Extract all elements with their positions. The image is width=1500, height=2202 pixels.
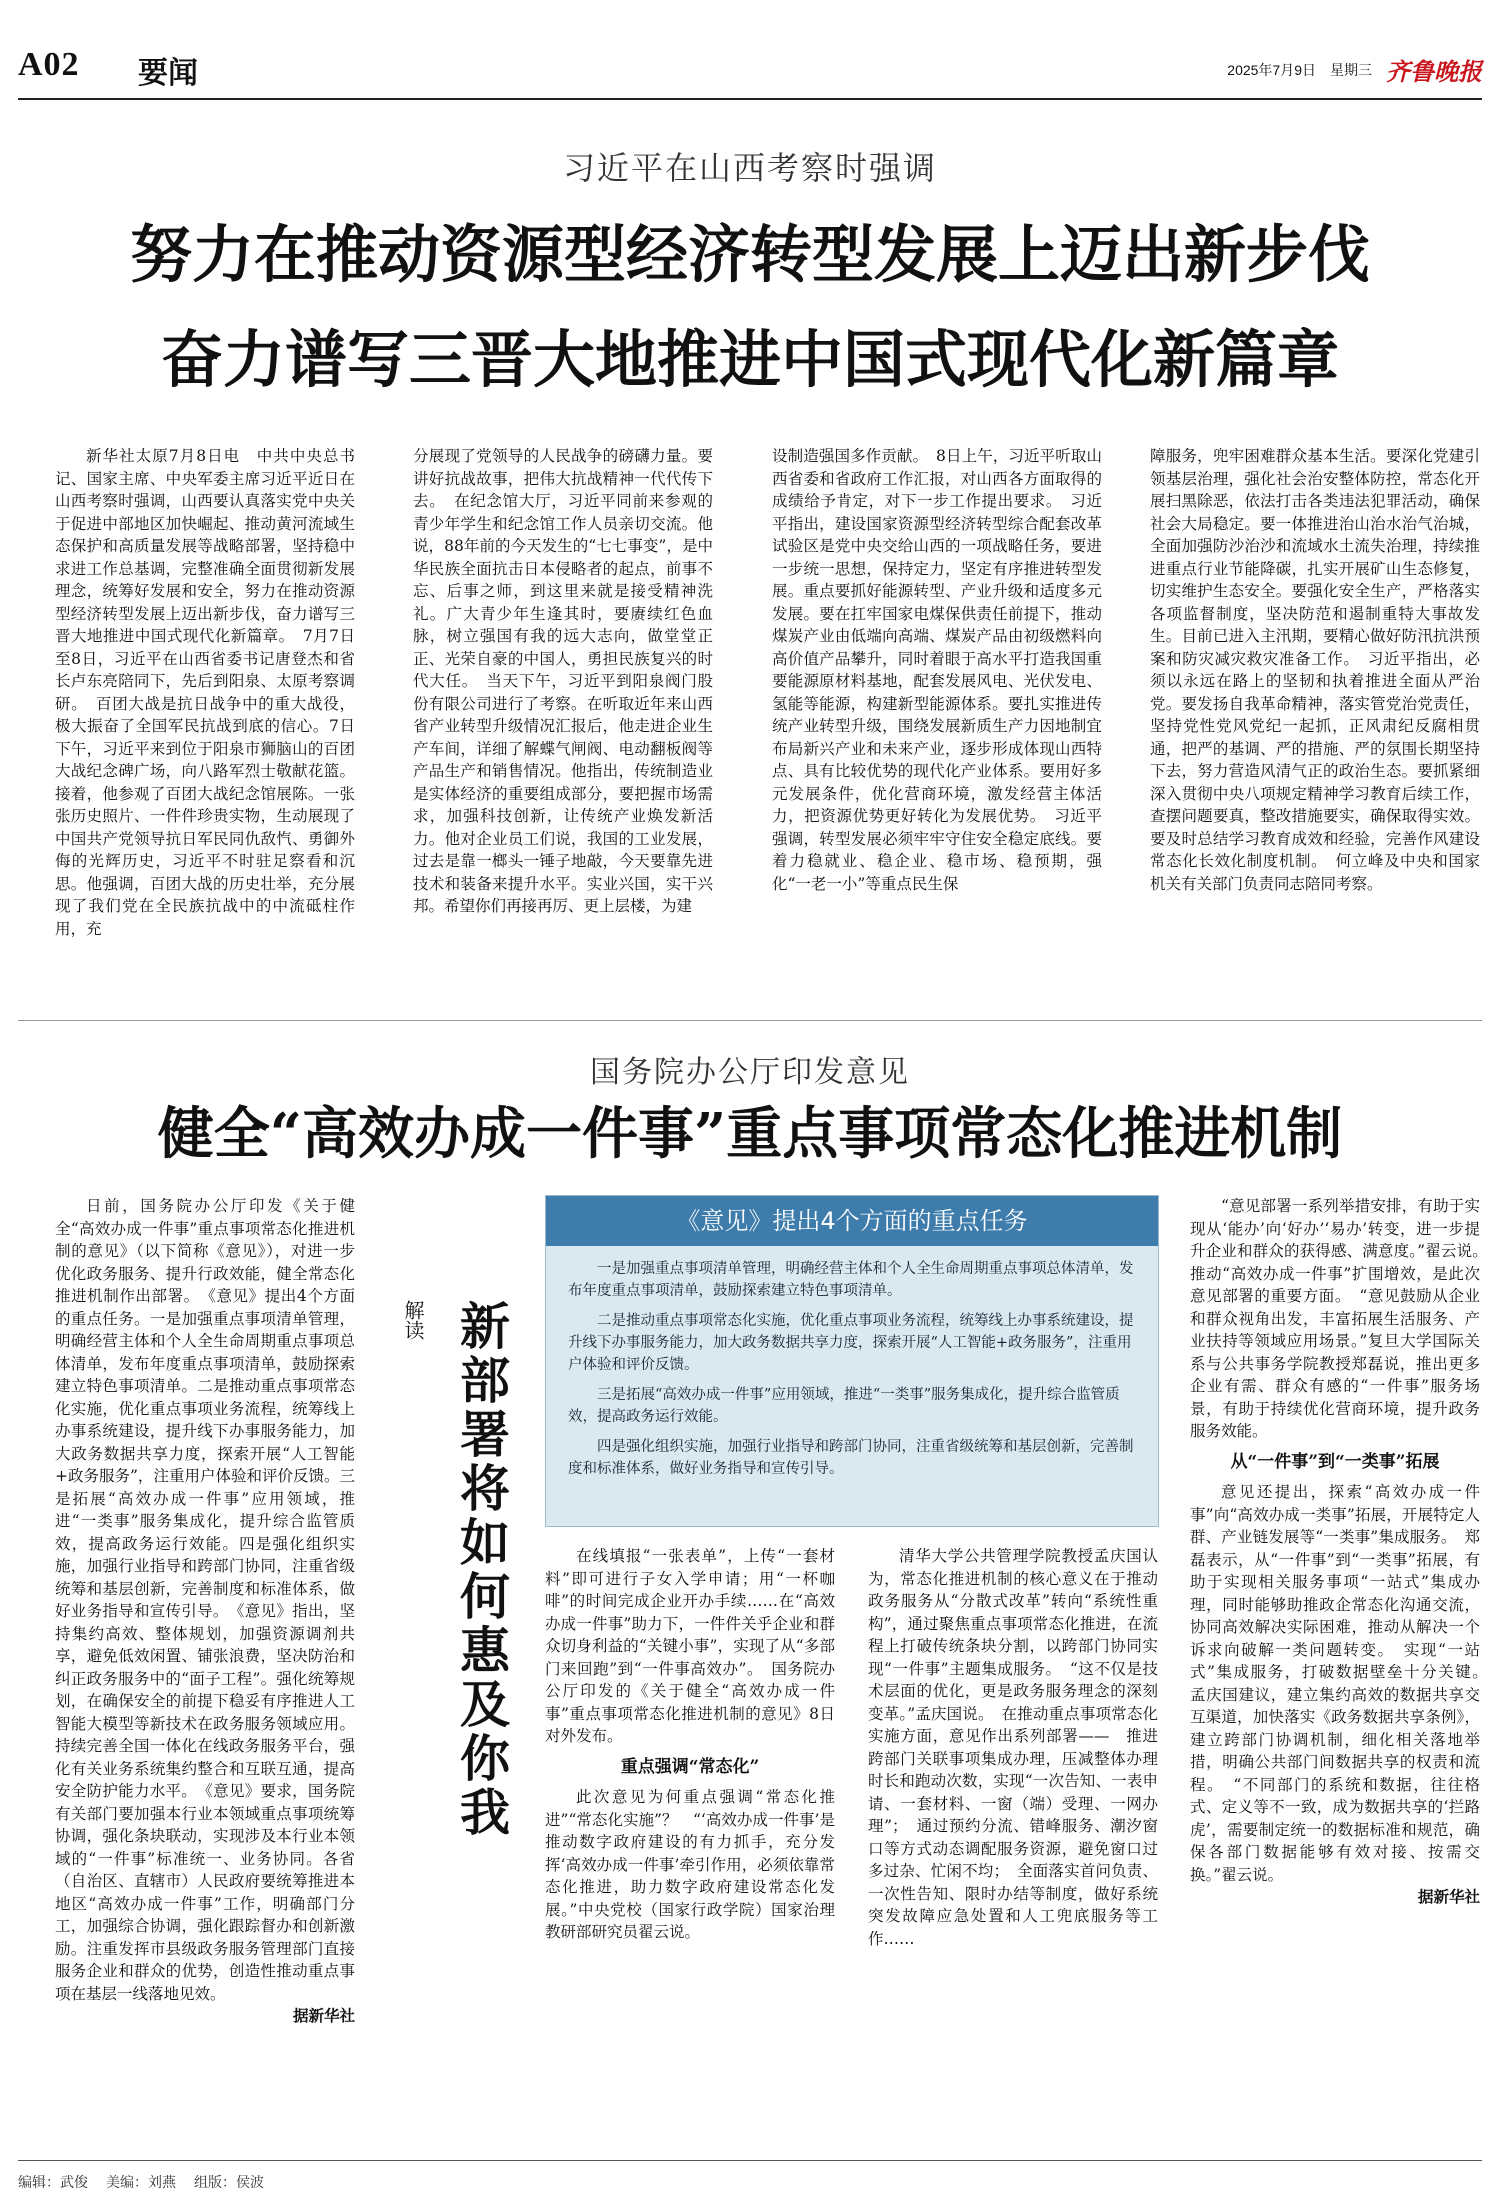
section-divider [18,1020,1482,1021]
story1-col2-text: 分展现了党领导的人民战争的磅礴力量。要讲好抗战故事，把伟大抗战精神一代代传下去。 在纪念馆大厅，习近平同前来参观的青少年学生和纪念馆工作人员亲切交流。他说，88年前的今天发生的“七七事变”，是中华民族全面抗击日本侵略者的起点，前事不忘、后事之师，到这里来就是接受精神洗礼。广大青少年生逢其时，要赓续红色血脉，树立强国有我的远大志向，做堂堂正正、光荣自豪的中国人，勇担民族复兴的时代大任。 当天下午，习近平到阳泉阀门股份有限公司进行了考察。在听取近年来山西省产业转型升级情况汇报后，他走进企业生产车间，详细了解蝶气闸阀、电动翻板阀等产品生产和销售情况。他指出，传统制造业是实体经济的重要组成部分，要把握市场需求，加强科技创新，让传统产业焕发新活力。他对企业员工们说，我国的工业发展，过去是靠一榔头一锤子地敲，今天要靠先进技术和装备来提升水平。实业兴国，实干兴邦。希望你们再接再厉、更上层楼，为建 [413,447,713,915]
story2-col2-text: 在线填报“一张表单”，上传“一套材料”即可进行子女入学申请；用“一杯咖啡”的时间完成企业开办手续……在“高效办成一件事”助力下，一件件关乎企业和群众切身利益的“关键小事”，实现了从“多部门来回跑”到“一件事高效办”。 国务院办公厅印发的《关于健全“高效办成一件事”重点事项常态化推进机制的意见》8日对外发布。 [545,1547,835,1745]
story2-column-4 [1190,1195,1496,2150]
page-number: A02 [18,46,80,83]
story1-column-1 [55,445,355,1000]
key-tasks-box [545,1195,1159,1527]
layout-credit: 组版：侯波 [194,2174,264,2190]
story2-col4-subhead: 从“一件事”到“一类事”拓展 [1230,1451,1440,1472]
key-task-2: 二是推动重点事项常态化实施，优化重点事项业务流程，统筹线上办事系统建设，提升线下办事服务能力，加大政务数据共享力度，探索开展“人工智能+政务服务”，注重用户体验和评价反馈。 [568,1313,1134,1373]
story2-headline: 健全“高效办成一件事”重点事项常态化推进机制 [157,1101,1343,1167]
page-header [18,44,1482,96]
story2-col2b-text: 此次意见为何重点强调“常态化推进”“常态化实施”？ “‘高效办成一件事’是推动数字政府建设的有力抓手，充分发挥‘高效办成一件事’牵引作用，必须依靠常态化推进，助力数字政府建设常态化发展。”中央党校（国家行政学院）国家治理教研部研究员翟云说。 [545,1788,835,1941]
footer-rule [18,2160,1482,2161]
story2-column-2 [545,1545,835,2150]
story2-col4b-text: 意见还提出，探索“高效办成一件事”向“高效办成一类事”拓展，开展特定人群、产业链发展等“一类事”集成服务。 郑磊表示，从“一件事”到“一类事”拓展，有助于实现相关服务事项“一站式”集成办理，同时能够助推政企常态化沟通交流，协同高效解决实际困难，推动从解决一个诉求向破解一类问题转变。 实现“一站式”集成服务，打破数据壁垒十分关键。 孟庆国建议，建立集约高效的数据共享交互渠道，加快落实《政务数据共享条例》，建立跨部门协调机制，细化相关落地举措，明确公共部门间数据共享的权责和流程。 “不同部门的系统和数据，往往格式、定义等不一致，成为数据共享的‘拦路虎’，需要制定统一的数据标准和规范，确保各部门数据能够有效对接、按需交换。”翟云说。 [1190,1483,1496,1884]
key-tasks-title: 《意见》提出4个方面的重点任务 [546,1196,1158,1246]
section-name: 要闻 [138,56,198,91]
story1-column-3 [772,445,1102,1000]
story1-column-2 [413,445,713,1000]
story1-col3-text: 设制造强国多作贡献。 8日上午，习近平听取山西省委和省政府工作汇报，对山西各方面取得的成绩给予肯定，对下一步工作提出要求。 习近平指出，建设国家资源型经济转型综合配套改革试验区是党中央交给山西的一项战略任务，要进一步统一思想，保持定力，坚定有序推进转型发展。重点要抓好能源转型、产业升级和适度多元发展。要在扛牢国家电煤保供责任前提下，推动煤炭产业由低端向高端、煤炭产品由初级燃料向高价值产品攀升，同时着眼于高水平打造我国重要能源原材料基地，配套发展风电、光伏发电、氢能等能源，构建新型能源体系。要扎实推进传统产业转型升级，围绕发展新质生产力因地制宜布局新兴产业和未来产业，逐步形成体现山西特点、具有比较优势的现代化产业体系。要用好多元发展条件，优化营商环境，激发经营主体活力，把资源优势更好转化为发展优势。 习近平强调，转型发展必须牢牢守住安全稳定底线。要着力稳就业、稳企业、稳市场、稳预期，强化“一老一小”等重点民生保 [772,447,1102,893]
editor-credit: 编辑：武俊 [18,2174,88,2190]
story2-column-3 [868,1545,1158,2150]
key-task-1: 一是加强重点事项清单管理，明确经营主体和个人全生命周期重点事项总体清单，发布年度重点事项清单，鼓励探索建立特色事项清单。 [568,1261,1134,1299]
page-footer [18,2172,264,2192]
story1-headline-line1: 努力在推动资源型经济转型发展上迈出新步伐 [129,218,1370,291]
story2-col1-byline: 据新华社 [292,2006,355,2025]
analysis-tag: 解读 [401,1300,425,1340]
header-meta [1227,52,1482,87]
story1-column-4 [1150,445,1480,1000]
story2-col3-text: 清华大学公共管理学院教授孟庆国认为，常态化推进机制的核心意义在于推动政务服务从“分散式改革”转向“系统性重构”，通过聚焦重点事项常态化推进，在流程上打破传统条块分割，以跨部门协同实现“一件事”主题集成服务。 “这不仅是技术层面的优化，更是政务服务理念的深刻变革。”孟庆国说。 在推动重点事项常态化实施方面，意见作出系列部署—— 推进跨部门关联事项集成办理，压减整体办理时长和跑动次数，实现“一次告知、一表申请、一套材料、一窗（端）受理、一网办理”； 通过预约分流、错峰服务、潮汐窗口等方式动态调配服务资源，避免窗口过多过杂、忙闲不均； 全面落实首问负责、一次性告知、限时办结等制度，做好系统突发故障应急处置和人工兜底服务等工作…… [868,1547,1158,1948]
story1-col4-text: 障服务，兜牢困难群众基本生活。要深化党建引领基层治理，强化社会治安整体防控，常态化开展扫黑除恶，依法打击各类违法犯罪活动，确保社会大局稳定。要一体推进治山治水治气治城，全面加强防沙治沙和流域水土流失治理，持续推进重点行业节能降碳，扎实开展矿山生态修复，切实维护生态安全。要强化安全生产，严格落实各项监督制度，坚决防范和遏制重特大事故发生。目前已进入主汛期，要精心做好防汛抗洪预案和防灾减灾救灾准备工作。 习近平指出，必须以永远在路上的坚韧和执着推进全面从严治党。要发扬自我革命精神，落实管党治党责任，坚持党性党风党纪一起抓，正风肃纪反腐相贯通，把严的基调、严的措施、严的氛围长期坚持下去，努力营造风清气正的政治生态。要抓紧细深入贯彻中央八项规定精神学习教育后续工作，查摆问题要真，整改措施要实，确保取得实效。要及时总结学习教育成效和经验，完善作风建设常态化长效化制度机制。 何立峰及中央和国家机关有关部门负责同志陪同考察。 [1150,447,1480,893]
story2-kicker: 国务院办公厅印发意见 [590,1055,910,1090]
story2-col4-byline: 据新华社 [1417,1887,1480,1906]
story2-column-1 [55,1195,355,2150]
issue-date: 2025年7月9日 [1227,61,1316,78]
story2-col2-subhead: 重点强调“常态化” [620,1756,760,1777]
story2-col4-text: “意见部署一系列举措安排，有助于实现从‘能办’向‘好办’‘易办’转变，进一步提升企业和群众的获得感、满意度。”翟云说。 推动“高效办成一件事”扩围增效，是此次意见部署的重要方面。 “意见鼓励从企业和群众视角出发，丰富拓展生活服务、产业扶持等领域应用场景。”复旦大学国际关系与公共事务学院教授郑磊说，推出更多企业有需、群众有感的“一件事”服务场景，有助于持续优化营商环境，提升政务服务效能。 [1190,1197,1496,1440]
key-task-3: 三是拓展“高效办成一件事”应用领域，推进“一类事”服务集成化，提升综合监管质效，提高政务运行效能。 [568,1387,1120,1425]
story1-headline-line2: 奋力谱写三晋大地推进中国式现代化新篇章 [160,323,1339,396]
story2-col1-text: 日前，国务院办公厅印发《关于健全“高效办成一件事”重点事项常态化推进机制的意见》（以下简称《意见》），对进一步优化政务服务、提升行政效能，健全常态化推进机制作出部署。 《意见》提出4个方面的重点任务。一是加强重点事项清单管理，明确经营主体和个人全生命周期重点事项总体清单，发布年度重点事项清单，鼓励探索建立特色事项清单。二是推动重点事项常态化实施，优化重点事项业务流程，统筹线上办事系统建设，提升线下办事服务能力，加大政务数据共享力度，探索开展“人工智能+政务服务”，注重用户体验和评价反馈。三是拓展“高效办成一件事”应用领域，推进“一类事”服务集成化，提升综合监管质效，提高政务运行效能。四是强化组织实施，加强行业指导和跨部门协同，注重省级统筹和基层创新，完善制度和标准体系，做好业务指导和宣传引导。 《意见》指出，坚持集约高效、整体规划，加强资源调剂共享，避免低效闲置、铺张浪费，坚决防治和纠正政务服务中的“面子工程”。强化统筹规划，在确保安全的前提下稳妥有序推进人工智能大模型等新技术在政务服务领域应用。持续完善全国一体化在线政务服务平台，强化有关业务系统集约整合和互联互通，提高安全防护能力水平。 《意见》要求，国务院有关部门要加强本行业本领域重点事项统筹协调，强化条块联动，实现涉及本行业本领域的“一件事”标准统一、业务协同。各省（自治区、直辖市）人民政府要统筹推进本地区“高效办成一件事”工作，明确部门分工，加强综合协调，强化跟踪督办和创新激励。注重发挥市县级政务服务管理部门直接服务企业和群众的优势，创造性推动重点事项在基层一线落地见效。 [55,1197,355,2003]
issue-weekday: 星期三 [1330,61,1372,78]
designer-credit: 美编：刘燕 [106,2174,176,2190]
analysis-title: 新部署将如何惠及你我 [452,1300,511,1840]
newspaper-logo: 齐鲁晚报 [1386,59,1482,86]
key-task-4: 四是强化组织实施，加强行业指导和跨部门协同，注重省级统筹和基层创新，完善制度和标准体系，做好业务指导和宣传引导。 [568,1439,1134,1477]
story1-kicker: 习近平在山西考察时强调 [562,149,937,187]
key-tasks-body [568,1258,1138,1488]
header-rule [18,98,1482,100]
story1-col1-text: 新华社太原7月8日电 中共中央总书记、国家主席、中央军委主席习近平近日在山西考察时强调，山西要认真落实党中央关于促进中部地区加快崛起、推动黄河流域生态保护和高质量发展等战略部署，坚持稳中求进工作总基调，完整准确全面贯彻新发展理念，统筹好发展和安全，努力在推动资源型经济转型发展上迈出新步伐，奋力谱写三晋大地推进中国式现代化新篇章。 7月7日至8日，习近平在山西省委书记唐登杰和省长卢东亮陪同下，先后到阳泉、太原考察调研。 百团大战是抗日战争中的重大战役，极大振奋了全国军民抗战到底的信心。7日下午，习近平来到位于阳泉市狮脑山的百团大战纪念碑广场，向八路军烈士敬献花篮。接着，他参观了百团大战纪念馆展陈。一张张历史照片、一件件珍贵实物，生动展现了中国共产党领导抗日军民同仇敌忾、勇御外侮的光辉历史，习近平不时驻足察看和沉思。他强调，百团大战的历史壮举，充分展现了我们党在全民族抗战中的中流砥柱作用，充 [55,447,355,938]
